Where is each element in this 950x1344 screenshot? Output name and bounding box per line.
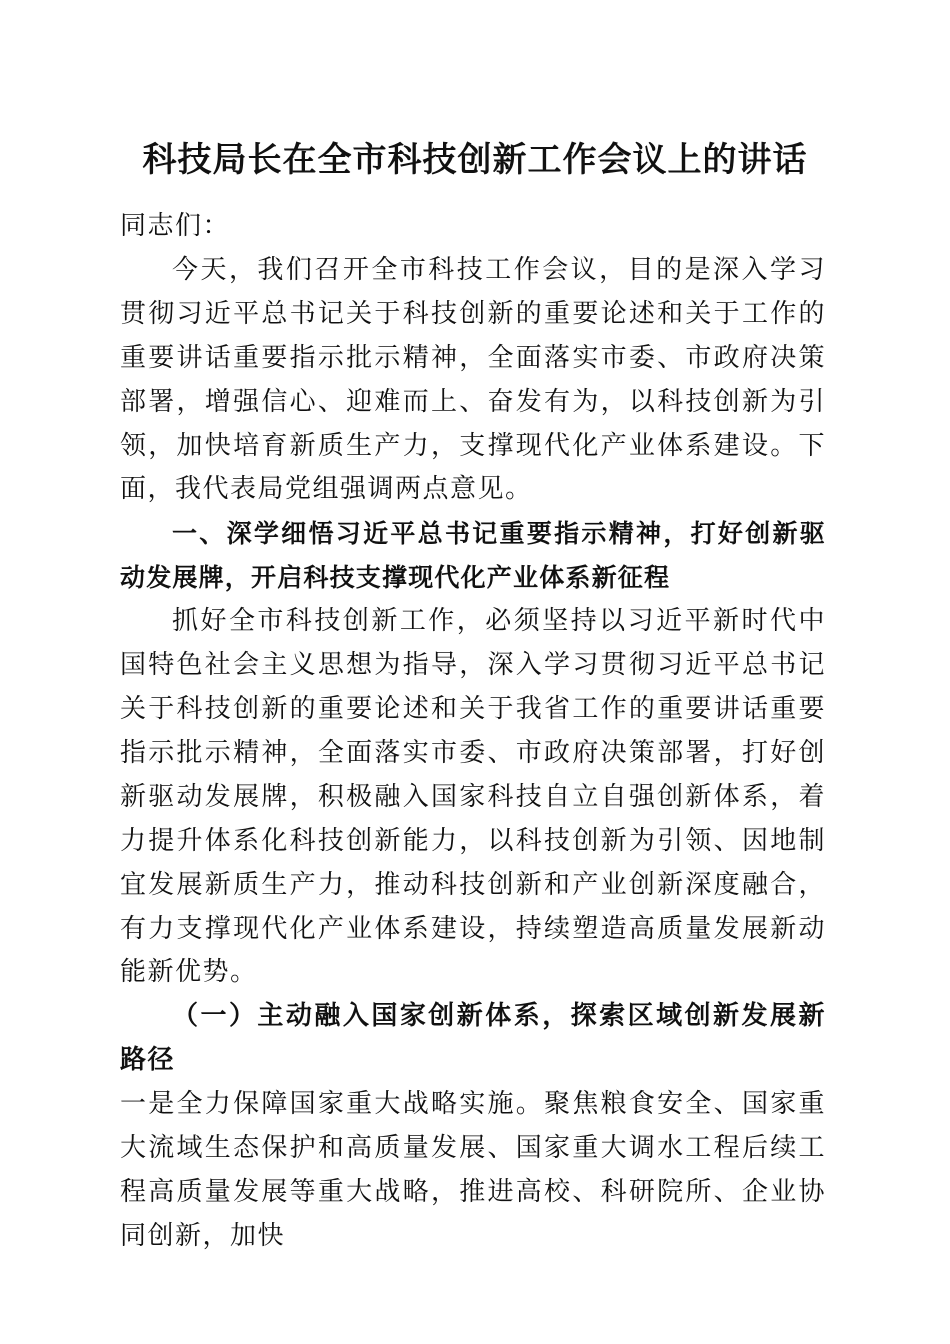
section-1-heading: 一、深学细悟习近平总书记重要指示精神，打好创新驱动发展牌，开启科技支撑现代化产业体系新征程 bbox=[120, 519, 826, 593]
section-1-paragraph: 抓好全市科技创新工作，必须坚持以习近平新时代中国特色社会主义思想为指导，深入学习贯彻习近平总书记关于科技创新的重要论述和关于我省工作的重要讲话重要指示批示精神，全面落实市委、市政府决策部署，打好创新驱动发展牌，积极融入国家科技自立自强创新体系，着力提升体系化科技创新能力，以科技创新为引领、因地制宜发展新质生产力，推动科技创新和产业创新深度融合，有力支撑现代化产业体系建设，持续塑造高质量发展新动能新优势。 bbox=[120, 606, 826, 988]
salutation: 同志们： bbox=[120, 211, 231, 241]
subsection-1-heading: （一）主动融入国家创新体系，探索区域创新发展新路径 bbox=[120, 1001, 826, 1076]
subsection-1-paragraph: 一是全力保障国家重大战略实施。聚焦粮食安全、国家重大流域生态保护和高质量发展、国家重大调水工程后续工程高质量发展等重大战略，推进高校、科研院所、企业协同创新，加快 bbox=[120, 1089, 826, 1251]
document-body bbox=[120, 205, 826, 1259]
intro-paragraph: 今天，我们召开全市科技工作会议，目的是深入学习贯彻习近平总书记关于科技创新的重要论述和关于工作的重要讲话重要指示批示精神，全面落实市委、市政府决策部署，增强信心、迎难而上、奋发有为，以科技创新为引领，加快培育新质生产力，支撑现代化产业体系建设。下面，我代表局党组强调两点意见。 bbox=[120, 254, 826, 505]
document-title: 科技局长在全市科技创新工作会议上的讲话 bbox=[142, 140, 808, 180]
